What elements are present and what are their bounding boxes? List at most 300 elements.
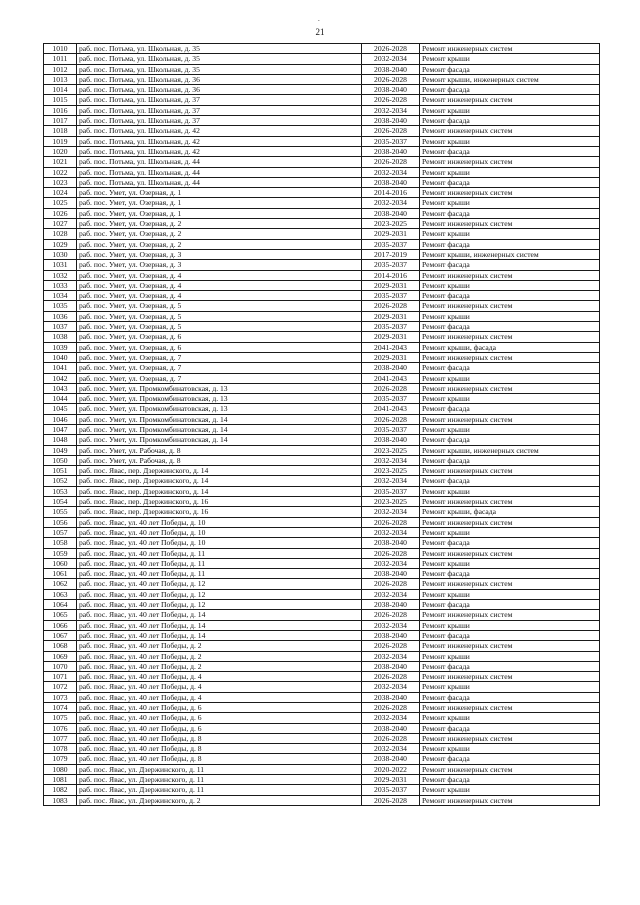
row-number: 1063 [44,589,77,599]
work-type: Ремонт фасада [420,775,600,785]
address: раб. пос. Потьма, ул. Школьная, д. 37 [77,105,362,115]
repair-period: 2032-2034 [362,507,420,517]
work-type: Ремонт крыши, инженерных систем [420,445,600,455]
repair-period: 2032-2034 [362,476,420,486]
work-type: Ремонт крыши [420,486,600,496]
repair-period: 2038-2040 [362,85,420,95]
row-number: 1050 [44,455,77,465]
row-number: 1031 [44,260,77,270]
address: раб. пос. Умет, ул. Рабочая, д. 8 [77,455,362,465]
row-number: 1055 [44,507,77,517]
address: раб. пос. Умет, ул. Озерная, д. 7 [77,373,362,383]
table-row [44,517,600,527]
repair-period: 2032-2034 [362,527,420,537]
repair-period: 2032-2034 [362,54,420,64]
work-type: Ремонт инженерных систем [420,795,600,805]
table-row [44,136,600,146]
row-number: 1075 [44,713,77,723]
table-row [44,352,600,362]
work-type: Ремонт фасада [420,692,600,702]
table-row [44,466,600,476]
row-number: 1027 [44,219,77,229]
address: раб. пос. Явас, пер. Дзержинского, д. 16 [77,507,362,517]
row-number: 1073 [44,692,77,702]
table-row [44,558,600,568]
address: раб. пос. Явас, ул. 40 лет Победы, д. 12 [77,589,362,599]
row-number: 1080 [44,764,77,774]
row-number: 1060 [44,558,77,568]
row-number: 1051 [44,466,77,476]
repair-period: 2026-2028 [362,157,420,167]
repair-period: 2026-2028 [362,301,420,311]
address: раб. пос. Явас, ул. 40 лет Победы, д. 14 [77,630,362,640]
address: раб. пос. Потьма, ул. Школьная, д. 42 [77,146,362,156]
work-type: Ремонт инженерных систем [420,610,600,620]
row-number: 1023 [44,177,77,187]
address: раб. пос. Явас, ул. 40 лет Победы, д. 6 [77,703,362,713]
row-number: 1033 [44,280,77,290]
repair-period: 2029-2031 [362,280,420,290]
row-number: 1021 [44,157,77,167]
address: раб. пос. Явас, ул. 40 лет Победы, д. 2 [77,641,362,651]
work-type: Ремонт инженерных систем [420,497,600,507]
repair-period: 2041-2043 [362,342,420,352]
address: раб. пос. Умет, ул. Озерная, д. 1 [77,208,362,218]
work-type: Ремонт инженерных систем [420,126,600,136]
work-type: Ремонт крыши [420,54,600,64]
repair-period: 2038-2040 [362,538,420,548]
work-type: Ремонт инженерных систем [420,301,600,311]
repair-period: 2035-2037 [362,486,420,496]
work-type: Ремонт крыши [420,136,600,146]
address: раб. пос. Явас, ул. 40 лет Победы, д. 8 [77,733,362,743]
address: раб. пос. Умет, ул. Озерная, д. 5 [77,311,362,321]
work-type: Ремонт фасада [420,85,600,95]
page-number: 21 [315,27,325,37]
work-type: Ремонт фасада [420,630,600,640]
table-row [44,527,600,537]
address: раб. пос. Умет, ул. Промкомбинатовская, д. 14 [77,414,362,424]
repair-period: 2032-2034 [362,589,420,599]
table-row [44,291,600,301]
repair-period: 2035-2037 [362,785,420,795]
table-row [44,476,600,486]
address: раб. пос. Явас, ул. 40 лет Победы, д. 14 [77,610,362,620]
address: раб. пос. Умет, ул. Озерная, д. 4 [77,291,362,301]
table-row [44,373,600,383]
table-row [44,74,600,84]
repair-period: 2038-2040 [362,569,420,579]
address: раб. пос. Умет, ул. Промкомбинатовская, д. 13 [77,383,362,393]
address: раб. пос. Умет, ул. Промкомбинатовская, д. 14 [77,435,362,445]
table-row [44,785,600,795]
row-number: 1037 [44,322,77,332]
table-row [44,95,600,105]
table-row [44,764,600,774]
address: раб. пос. Умет, ул. Озерная, д. 3 [77,249,362,259]
address: раб. пос. Явас, ул. 40 лет Победы, д. 11 [77,548,362,558]
work-type: Ремонт инженерных систем [420,672,600,682]
address: раб. пос. Явас, пер. Дзержинского, д. 14 [77,486,362,496]
table-row [44,157,600,167]
row-number: 1046 [44,414,77,424]
address: раб. пос. Умет, ул. Озерная, д. 2 [77,239,362,249]
work-type: Ремонт фасада [420,754,600,764]
repair-period: 2032-2034 [362,682,420,692]
row-number: 1062 [44,579,77,589]
work-type: Ремонт фасада [420,600,600,610]
address: раб. пос. Умет, ул. Озерная, д. 2 [77,219,362,229]
table-row [44,280,600,290]
repair-period: 2026-2028 [362,74,420,84]
table-row [44,342,600,352]
work-type: Ремонт инженерных систем [420,641,600,651]
row-number: 1042 [44,373,77,383]
row-number: 1039 [44,342,77,352]
work-type: Ремонт инженерных систем [420,95,600,105]
work-type: Ремонт инженерных систем [420,157,600,167]
row-number: 1068 [44,641,77,651]
address: раб. пос. Явас, ул. 40 лет Победы, д. 10 [77,527,362,537]
table-row [44,754,600,764]
work-type: Ремонт фасада [420,208,600,218]
work-type: Ремонт фасада [420,435,600,445]
row-number: 1081 [44,775,77,785]
row-number: 1028 [44,229,77,239]
repair-period: 2026-2028 [362,795,420,805]
capital-repair-table [43,43,600,806]
row-number: 1032 [44,270,77,280]
table-row [44,146,600,156]
address: раб. пос. Явас, ул. 40 лет Победы, д. 8 [77,754,362,764]
table-row [44,126,600,136]
work-type: Ремонт фасада [420,476,600,486]
scan-mark: . [318,15,320,23]
row-number: 1077 [44,733,77,743]
address: раб. пос. Явас, ул. Дзержинского, д. 11 [77,785,362,795]
repair-period: 2029-2031 [362,229,420,239]
row-number: 1014 [44,85,77,95]
work-type: Ремонт фасада [420,363,600,373]
repair-period: 2032-2034 [362,198,420,208]
repair-period: 2035-2037 [362,260,420,270]
row-number: 1017 [44,116,77,126]
address: раб. пос. Явас, ул. 40 лет Победы, д. 4 [77,682,362,692]
row-number: 1036 [44,311,77,321]
address: раб. пос. Явас, ул. Дзержинского, д. 11 [77,764,362,774]
row-number: 1011 [44,54,77,64]
repair-period: 2026-2028 [362,548,420,558]
repair-period: 2035-2037 [362,424,420,434]
address: раб. пос. Умет, ул. Озерная, д. 6 [77,342,362,352]
address: раб. пос. Явас, ул. 40 лет Победы, д. 10 [77,517,362,527]
repair-period: 2026-2028 [362,517,420,527]
address: раб. пос. Явас, ул. 40 лет Победы, д. 10 [77,538,362,548]
address: раб. пос. Потьма, ул. Школьная, д. 35 [77,54,362,64]
address: раб. пос. Умет, ул. Озерная, д. 4 [77,270,362,280]
row-number: 1016 [44,105,77,115]
row-number: 1083 [44,795,77,805]
table-row [44,713,600,723]
table-row [44,64,600,74]
row-number: 1026 [44,208,77,218]
table-row [44,692,600,702]
row-number: 1015 [44,95,77,105]
work-type: Ремонт крыши [420,167,600,177]
work-type: Ремонт крыши [420,682,600,692]
address: раб. пос. Потьма, ул. Школьная, д. 35 [77,64,362,74]
table-row [44,322,600,332]
address: раб. пос. Потьма, ул. Школьная, д. 42 [77,126,362,136]
address: раб. пос. Явас, ул. 40 лет Победы, д. 4 [77,692,362,702]
repair-period: 2026-2028 [362,383,420,393]
work-type: Ремонт крыши [420,651,600,661]
work-type: Ремонт фасада [420,723,600,733]
row-number: 1065 [44,610,77,620]
table-row [44,404,600,414]
table-row [44,538,600,548]
table-row [44,641,600,651]
table-body [44,44,600,806]
table-row [44,569,600,579]
address: раб. пос. Потьма, ул. Школьная, д. 37 [77,95,362,105]
address: раб. пос. Потьма, ул. Школьная, д. 36 [77,85,362,95]
row-number: 1082 [44,785,77,795]
address: раб. пос. Умет, ул. Рабочая, д. 8 [77,445,362,455]
table-row [44,85,600,95]
repair-period: 2032-2034 [362,651,420,661]
address: раб. пос. Явас, ул. 40 лет Победы, д. 14 [77,620,362,630]
repair-period: 2038-2040 [362,435,420,445]
repair-period: 2038-2040 [362,208,420,218]
repair-period: 2020-2022 [362,764,420,774]
work-type: Ремонт инженерных систем [420,703,600,713]
row-number: 1078 [44,744,77,754]
work-type: Ремонт фасада [420,291,600,301]
work-type: Ремонт крыши [420,527,600,537]
table-row [44,363,600,373]
work-type: Ремонт фасада [420,64,600,74]
row-number: 1025 [44,198,77,208]
row-number: 1024 [44,188,77,198]
repair-period: 2014-2016 [362,188,420,198]
row-number: 1041 [44,363,77,373]
row-number: 1052 [44,476,77,486]
table-row [44,239,600,249]
row-number: 1044 [44,394,77,404]
address: раб. пос. Потьма, ул. Школьная, д. 42 [77,136,362,146]
work-type: Ремонт инженерных систем [420,764,600,774]
work-type: Ремонт фасада [420,239,600,249]
repair-period: 2026-2028 [362,733,420,743]
repair-period: 2032-2034 [362,713,420,723]
table-row [44,249,600,259]
address: раб. пос. Явас, ул. 40 лет Победы, д. 2 [77,661,362,671]
repair-period: 2026-2028 [362,610,420,620]
work-type: Ремонт фасада [420,455,600,465]
table-row [44,208,600,218]
address: раб. пос. Умет, ул. Озерная, д. 5 [77,322,362,332]
repair-period: 2038-2040 [362,692,420,702]
row-number: 1019 [44,136,77,146]
work-type: Ремонт фасада [420,661,600,671]
repair-period: 2038-2040 [362,754,420,764]
repair-period: 2029-2031 [362,332,420,342]
work-type: Ремонт инженерных систем [420,332,600,342]
row-number: 1058 [44,538,77,548]
table-row [44,105,600,115]
address: раб. пос. Умет, ул. Озерная, д. 7 [77,352,362,362]
repair-period: 2038-2040 [362,600,420,610]
work-type: Ремонт крыши, фасада [420,342,600,352]
row-number: 1029 [44,239,77,249]
row-number: 1013 [44,74,77,84]
repair-period: 2026-2028 [362,703,420,713]
work-type: Ремонт крыши [420,713,600,723]
table-row [44,630,600,640]
address: раб. пос. Явас, ул. 40 лет Победы, д. 12 [77,600,362,610]
repair-period: 2017-2019 [362,249,420,259]
address: раб. пос. Явас, ул. 40 лет Победы, д. 6 [77,723,362,733]
row-number: 1061 [44,569,77,579]
table-row [44,600,600,610]
row-number: 1010 [44,44,77,54]
row-number: 1040 [44,352,77,362]
address: раб. пос. Потьма, ул. Школьная, д. 44 [77,177,362,187]
repair-period: 2014-2016 [362,270,420,280]
table-row [44,414,600,424]
address: раб. пос. Потьма, ул. Школьная, д. 44 [77,167,362,177]
row-number: 1038 [44,332,77,342]
row-number: 1053 [44,486,77,496]
row-number: 1071 [44,672,77,682]
table-row [44,703,600,713]
work-type: Ремонт крыши [420,198,600,208]
work-type: Ремонт крыши [420,394,600,404]
address: раб. пос. Явас, пер. Дзержинского, д. 16 [77,497,362,507]
address: раб. пос. Умет, ул. Озерная, д. 7 [77,363,362,373]
address: раб. пос. Умет, ул. Озерная, д. 6 [77,332,362,342]
table-row [44,167,600,177]
work-type: Ремонт инженерных систем [420,352,600,362]
address: раб. пос. Потьма, ул. Школьная, д. 44 [77,157,362,167]
table-row [44,445,600,455]
row-number: 1054 [44,497,77,507]
row-number: 1067 [44,630,77,640]
address: раб. пос. Явас, ул. 40 лет Победы, д. 6 [77,713,362,723]
address: раб. пос. Умет, ул. Озерная, д. 3 [77,260,362,270]
work-type: Ремонт крыши [420,229,600,239]
repair-period: 2032-2034 [362,744,420,754]
address: раб. пос. Явас, пер. Дзержинского, д. 14 [77,476,362,486]
repair-period: 2035-2037 [362,239,420,249]
table-row [44,198,600,208]
repair-period: 2023-2025 [362,219,420,229]
address: раб. пос. Явас, ул. 40 лет Победы, д. 12 [77,579,362,589]
repair-period: 2023-2025 [362,497,420,507]
work-type: Ремонт инженерных систем [420,548,600,558]
address: раб. пос. Умет, ул. Озерная, д. 4 [77,280,362,290]
address: раб. пос. Явас, ул. 40 лет Победы, д. 11 [77,569,362,579]
repair-period: 2038-2040 [362,146,420,156]
address: раб. пос. Явас, ул. 40 лет Победы, д. 8 [77,744,362,754]
table-row [44,497,600,507]
table-row [44,383,600,393]
address: раб. пос. Умет, ул. Озерная, д. 1 [77,198,362,208]
address: раб. пос. Явас, ул. Дзержинского, д. 2 [77,795,362,805]
table-row [44,394,600,404]
work-type: Ремонт инженерных систем [420,579,600,589]
repair-period: 2032-2034 [362,455,420,465]
address: раб. пос. Явас, ул. 40 лет Победы, д. 4 [77,672,362,682]
work-type: Ремонт фасада [420,569,600,579]
row-number: 1018 [44,126,77,136]
table-row [44,424,600,434]
row-number: 1045 [44,404,77,414]
repair-period: 2032-2034 [362,620,420,630]
address: раб. пос. Умет, ул. Промкомбинатовская, д. 13 [77,404,362,414]
table-row [44,548,600,558]
work-type: Ремонт фасада [420,260,600,270]
table-row [44,455,600,465]
work-type: Ремонт крыши [420,280,600,290]
repair-period: 2032-2034 [362,105,420,115]
table-row [44,744,600,754]
work-type: Ремонт инженерных систем [420,219,600,229]
row-number: 1069 [44,651,77,661]
work-type: Ремонт фасада [420,404,600,414]
address: раб. пос. Явас, пер. Дзержинского, д. 14 [77,466,362,476]
repair-period: 2029-2031 [362,311,420,321]
work-type: Ремонт инженерных систем [420,466,600,476]
repair-period: 2026-2028 [362,672,420,682]
table-row [44,610,600,620]
repair-period: 2032-2034 [362,558,420,568]
work-type: Ремонт инженерных систем [420,44,600,54]
table-row [44,188,600,198]
table-row [44,661,600,671]
address: раб. пос. Умет, ул. Промкомбинатовская, д. 14 [77,424,362,434]
table-row [44,723,600,733]
table-row [44,54,600,64]
address: раб. пос. Умет, ул. Озерная, д. 2 [77,229,362,239]
work-type: Ремонт крыши [420,589,600,599]
repair-period: 2026-2028 [362,579,420,589]
repair-period: 2023-2025 [362,445,420,455]
row-number: 1056 [44,517,77,527]
table-row [44,589,600,599]
work-type: Ремонт крыши [420,373,600,383]
table-row [44,795,600,805]
repair-period: 2035-2037 [362,322,420,332]
work-type: Ремонт крыши, инженерных систем [420,249,600,259]
repair-period: 2032-2034 [362,167,420,177]
table-row [44,116,600,126]
table-row [44,260,600,270]
table-row [44,435,600,445]
repair-period: 2029-2031 [362,352,420,362]
table-row [44,301,600,311]
repair-period: 2038-2040 [362,116,420,126]
repair-period: 2038-2040 [362,723,420,733]
table-row [44,332,600,342]
work-type: Ремонт инженерных систем [420,414,600,424]
address: раб. пос. Умет, ул. Озерная, д. 5 [77,301,362,311]
row-number: 1064 [44,600,77,610]
row-number: 1059 [44,548,77,558]
table-row [44,507,600,517]
repair-period: 2035-2037 [362,394,420,404]
